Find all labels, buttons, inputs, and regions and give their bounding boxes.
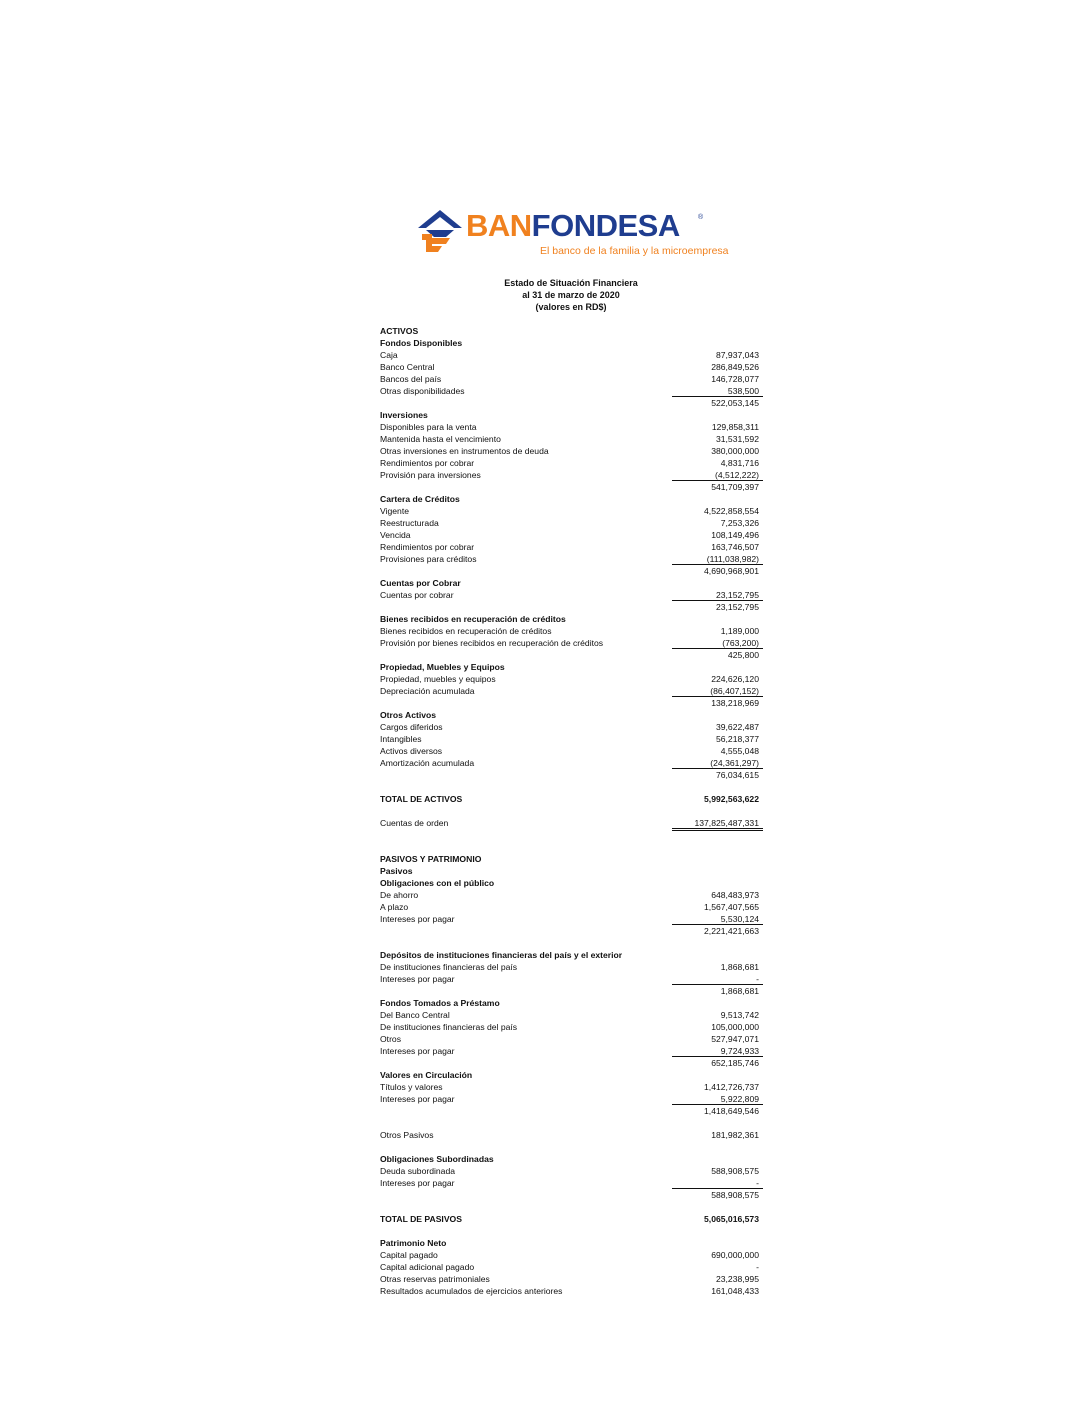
line-item: Resultados acumulados de ejercicios anteriores 161,048,433 xyxy=(380,1286,759,1296)
line-item: Otras inversiones en instrumentos de deuda 380,000,000 xyxy=(380,446,759,456)
section-heading: ACTIVOS xyxy=(380,326,419,336)
group-heading: Propiedad, Muebles y Equipos xyxy=(380,662,505,672)
banfondesa-logo xyxy=(416,206,729,264)
line-item: Mantenida hasta el vencimiento 31,531,592 xyxy=(380,434,759,444)
subtotal-row: 1,868,681 xyxy=(720,986,759,996)
balance-sheet xyxy=(380,325,765,1297)
line-item: Amortización acumulada (24,361,297) xyxy=(380,757,765,769)
group-heading: Otros Activos xyxy=(380,710,437,720)
line-item: Provisiones para créditos (111,038,982) xyxy=(380,553,765,565)
subtotal-row: 541,709,397 xyxy=(711,482,759,492)
line-item: Provisión por bienes recibidos en recuperación de créditos (763,200) xyxy=(380,637,765,649)
group-heading: Patrimonio Neto xyxy=(380,1238,447,1248)
line-item: Reestructurada 7,253,326 xyxy=(380,518,759,528)
line-item: Disponibles para la venta 129,858,311 xyxy=(380,422,759,432)
subtotal-row: 4,690,968,901 xyxy=(704,566,759,576)
line-item: A plazo 1,567,407,565 xyxy=(380,902,759,912)
line-item: Otros 527,947,071 xyxy=(380,1034,759,1044)
group-heading: Inversiones xyxy=(380,410,428,420)
line-item: Capital pagado 690,000,000 xyxy=(380,1250,759,1260)
line-item: Cargos diferidos 39,622,487 xyxy=(380,722,759,732)
line-item: Activos diversos 4,555,048 xyxy=(380,746,759,756)
line-item: De ahorro 648,483,973 xyxy=(380,890,759,900)
line-item: Rendimientos por cobrar 4,831,716 xyxy=(380,458,759,468)
group-heading: Cartera de Créditos xyxy=(380,494,460,504)
brand-tagline: El banco de la familia y la microempresa xyxy=(540,245,729,257)
total-assets-row: TOTAL DE ACTIVOS 5,992,563,622 xyxy=(380,794,759,804)
subtotal-row: 1,418,649,546 xyxy=(704,1106,759,1116)
line-item: Bienes recibidos en recuperación de créditos 1,189,000 xyxy=(380,626,759,636)
group-heading: Obligaciones con el público xyxy=(380,878,495,888)
group-heading: Obligaciones Subordinadas xyxy=(380,1154,494,1164)
line-item: Intereses por pagar - xyxy=(380,973,765,985)
subtotal-row: 588,908,575 xyxy=(711,1190,759,1200)
line-item: Vigente 4,522,858,554 xyxy=(380,506,759,516)
subtotal-row: 425,800 xyxy=(727,650,759,660)
group-heading: Depósitos de instituciones financieras del país y el exterior xyxy=(380,950,623,960)
line-item: De instituciones financieras del país 1,868,681 xyxy=(380,962,759,972)
registered-mark: ® xyxy=(698,214,704,221)
total-liabilities-row: TOTAL DE PASIVOS 5,065,016,573 xyxy=(380,1214,759,1224)
line-item: Caja 87,937,043 xyxy=(380,350,759,360)
line-item: Títulos y valores 1,412,726,737 xyxy=(380,1082,759,1092)
group-heading: Cuentas por Cobrar xyxy=(380,578,461,588)
line-item: Provisión para inversiones (4,512,222) xyxy=(380,469,765,481)
subtotal-row: 652,185,746 xyxy=(711,1058,759,1068)
banfondesa-logo-icon xyxy=(416,208,464,256)
subtotal-row: 23,152,795 xyxy=(715,602,759,612)
group-heading: Pasivos xyxy=(380,866,413,876)
line-item: Deuda subordinada 588,908,575 xyxy=(380,1166,759,1176)
group-heading: Bienes recibidos en recuperación de créditos xyxy=(380,614,566,624)
line-item: Intereses por pagar 5,530,124 xyxy=(380,913,765,925)
line-item: Propiedad, muebles y equipos 224,626,120 xyxy=(380,674,759,684)
subtotal-row: 76,034,615 xyxy=(715,770,759,780)
line-item: Otros Pasivos 181,982,361 xyxy=(380,1130,759,1140)
line-item: Bancos del país 146,728,077 xyxy=(380,374,759,384)
line-item: Intangibles 56,218,377 xyxy=(380,734,759,744)
line-item: Vencida 108,149,496 xyxy=(380,530,759,540)
section-heading: PASIVOS Y PATRIMONIO xyxy=(380,854,482,864)
group-heading: Valores en Circulación xyxy=(380,1070,473,1080)
line-item: De instituciones financieras del país 105,000,000 xyxy=(380,1022,759,1032)
line-item: Rendimientos por cobrar 163,746,507 xyxy=(380,542,759,552)
line-item: Del Banco Central 9,513,742 xyxy=(380,1010,759,1020)
subtotal-row: 522,053,145 xyxy=(711,398,759,408)
line-item: Otras disponibilidades 538,500 xyxy=(380,385,765,397)
line-item: Otras reservas patrimoniales 23,238,995 xyxy=(380,1274,759,1284)
brand-name: BANFONDESA xyxy=(466,208,680,243)
subtotal-row: 2,221,421,663 xyxy=(704,926,759,936)
memorandum-accounts-row: Cuentas de orden 137,825,487,331 xyxy=(380,817,765,829)
subtotal-row: 138,218,969 xyxy=(711,698,759,708)
statement-units: (valores en RD$) xyxy=(535,302,607,312)
statement-title: Estado de Situación Financiera xyxy=(504,278,638,288)
line-item: Intereses por pagar 5,922,809 xyxy=(380,1093,765,1105)
line-item: Intereses por pagar 9,724,933 xyxy=(380,1045,765,1057)
line-item: Depreciación acumulada (86,407,152) xyxy=(380,685,765,697)
line-item: Intereses por pagar - xyxy=(380,1177,765,1189)
line-item: Capital adicional pagado - xyxy=(380,1262,759,1272)
line-item: Cuentas por cobrar 23,152,795 xyxy=(380,589,765,601)
statement-date: al 31 de marzo de 2020 xyxy=(522,290,620,300)
group-heading: Fondos Tomados a Préstamo xyxy=(380,998,500,1008)
group-heading: Fondos Disponibles xyxy=(380,338,463,348)
line-item: Banco Central 286,849,526 xyxy=(380,362,759,372)
